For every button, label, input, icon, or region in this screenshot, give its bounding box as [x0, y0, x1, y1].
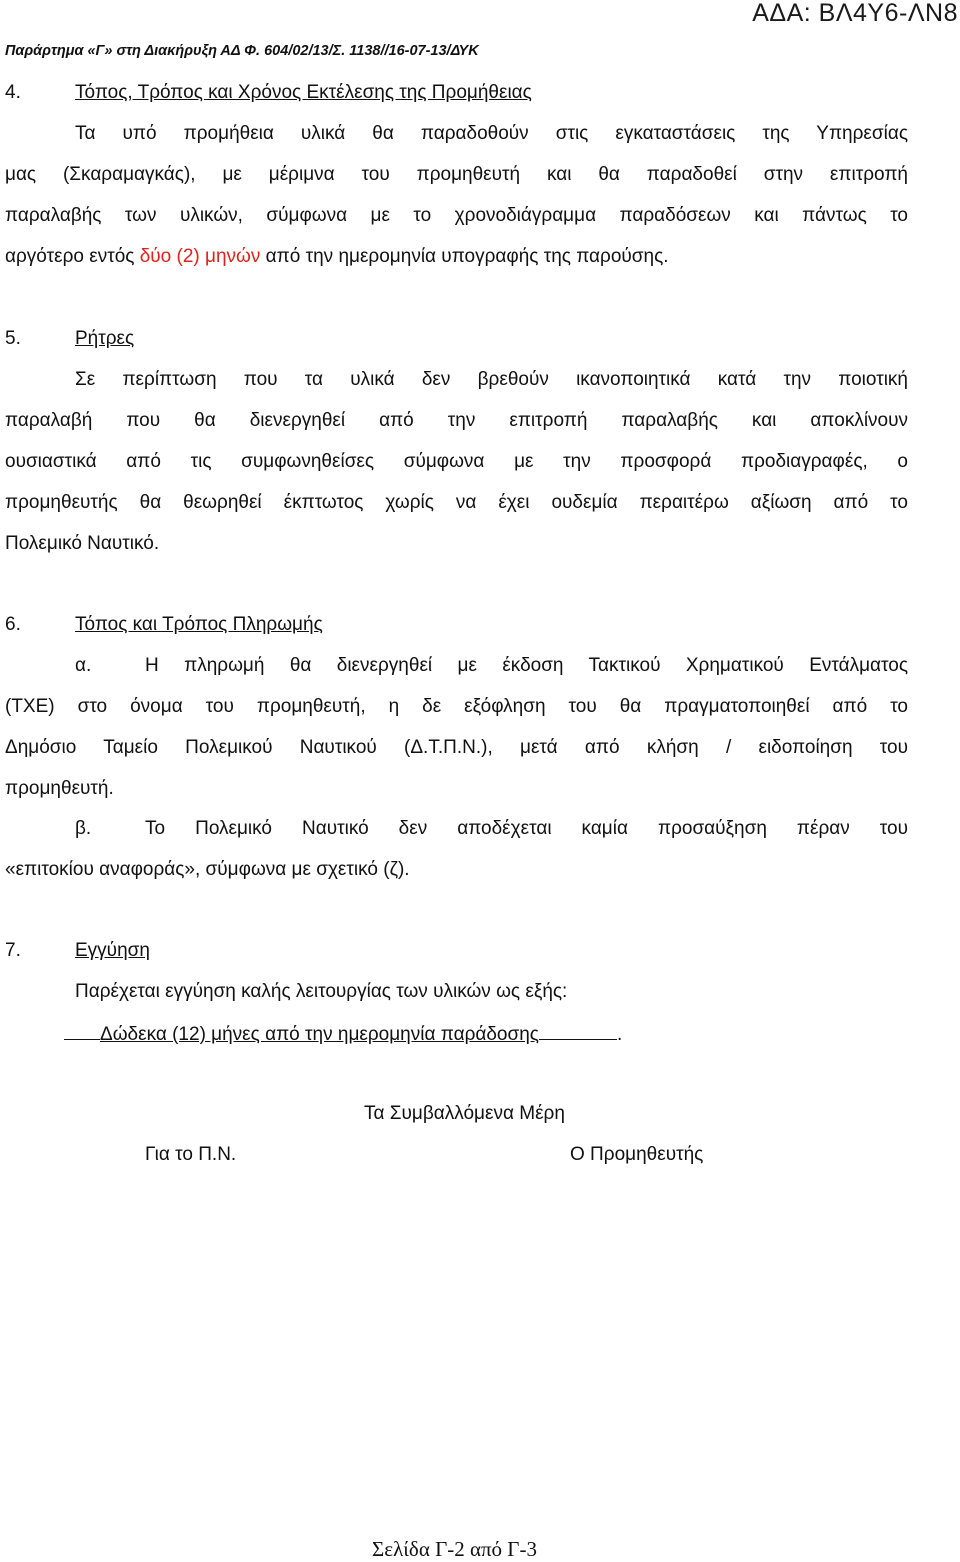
subparagraph-label: α.	[75, 655, 92, 676]
paragraph-line: παραλαβή που θα διενεργηθεί από την επιτροπή παραλαβής και αποκλίνουν	[5, 410, 908, 431]
section-4-heading	[5, 80, 908, 106]
paragraph-text: Το Πολεμικό Ναυτικό δεν αποδέχεται καμία προσαύξηση πέραν του	[145, 818, 908, 839]
section-number: 7.	[5, 940, 21, 961]
text-run: .	[616, 1024, 623, 1045]
paragraph-line: Παρέχεται εγγύηση καλής λειτουργίας των υλικών ως εξής:	[75, 981, 568, 1002]
section-6-heading	[5, 612, 908, 638]
subparagraph-a-line	[75, 653, 908, 679]
paragraph-line: Δημόσιο Ταμείο Πολεμικού Ναυτικού (Δ.Τ.Π.Ν.), μετά από κλήση / ειδοποίηση του	[5, 737, 908, 758]
subparagraph-b-line	[75, 816, 908, 842]
section-number: 5.	[5, 328, 21, 349]
warranty-term-line	[64, 1020, 960, 1048]
paragraph-line: (ΤΧΕ) στο όνομα του προμηθευτή, η δε εξόφληση του θα πραγματοποιηθεί από το	[5, 696, 908, 717]
signatures-heading: Τα Συμβαλλόμενα Μέρη	[364, 1103, 565, 1124]
annex-reference: Παράρτημα «Γ» στη Διακήρυξη ΑΔ Φ. 604/02/13/Σ. 1138//16-07-13/ΔΥΚ	[5, 43, 479, 59]
section-number: 4.	[5, 82, 21, 103]
signature-right-label: Ο Προμηθευτής	[570, 1144, 704, 1165]
signature-left-label: Για το Π.Ν.	[145, 1144, 237, 1165]
section-title: Τόπος, Τρόπος και Χρόνος Εκτέλεσης της Προμήθειας	[75, 82, 532, 103]
paragraph-line: ουσιαστικά από τις συμφωνηθείσες σύμφωνα με την προσφορά προδιαγραφές, ο	[5, 451, 908, 472]
text-run: από την ημερομηνία υπογραφής της παρούσης.	[260, 246, 669, 267]
ada-code: ΑΔΑ: ΒΛ4Υ6-ΛΝ8	[752, 0, 958, 27]
highlighted-deadline: δύο (2) μηνών	[139, 246, 261, 267]
section-7-heading	[5, 938, 908, 964]
paragraph-line: μας (Σκαραμαγκάς), με μέριμνα του προμηθευτή και θα παραδοθεί στην επιτροπή	[5, 164, 908, 185]
section-title: Ρήτρες	[75, 328, 135, 349]
section-title: Τόπος και Τρόπος Πληρωμής	[75, 614, 323, 635]
fill-in-blank	[539, 1020, 617, 1040]
paragraph-line: Τα υπό προμήθεια υλικά θα παραδοθούν στις εγκαταστάσεις της Υπηρεσίας	[75, 123, 908, 144]
section-5-heading	[5, 326, 908, 352]
page-footer: Σελίδα Γ-2 από Γ-3	[372, 1537, 537, 1561]
subparagraph-label: β.	[75, 818, 92, 839]
section-title: Εγγύηση	[75, 940, 150, 961]
section-number: 6.	[5, 614, 21, 635]
paragraph-line: προμηθευτής θα θεωρηθεί έκπτωτος χωρίς να έχει ουδεμία περαιτέρω αξίωση από το	[5, 492, 908, 513]
paragraph-line: Πολεμικό Ναυτικό.	[5, 533, 160, 554]
paragraph-line: παραλαβής των υλικών, σύμφωνα με το χρονοδιάγραμμα παραδόσεων και πάντως το	[5, 205, 908, 226]
paragraph-line: προμηθευτή.	[5, 778, 114, 799]
fill-in-blank	[64, 1020, 100, 1040]
paragraph-text: Η πληρωμή θα διενεργηθεί με έκδοση Τακτικού Χρηματικού Εντάλματος	[145, 655, 908, 676]
text-run: αργότερο εντός	[5, 246, 140, 267]
paragraph-line: Σε περίπτωση που τα υλικά δεν βρεθούν ικανοποιητικά κατά την ποιοτική	[75, 369, 908, 390]
paragraph-line-deadline	[5, 244, 908, 270]
warranty-term: Δώδεκα (12) μήνες από την ημερομηνία παράδοσης	[100, 1024, 539, 1045]
paragraph-line: «επιτοκίου αναφοράς», σύμφωνα με σχετικό (ζ).	[5, 859, 410, 880]
